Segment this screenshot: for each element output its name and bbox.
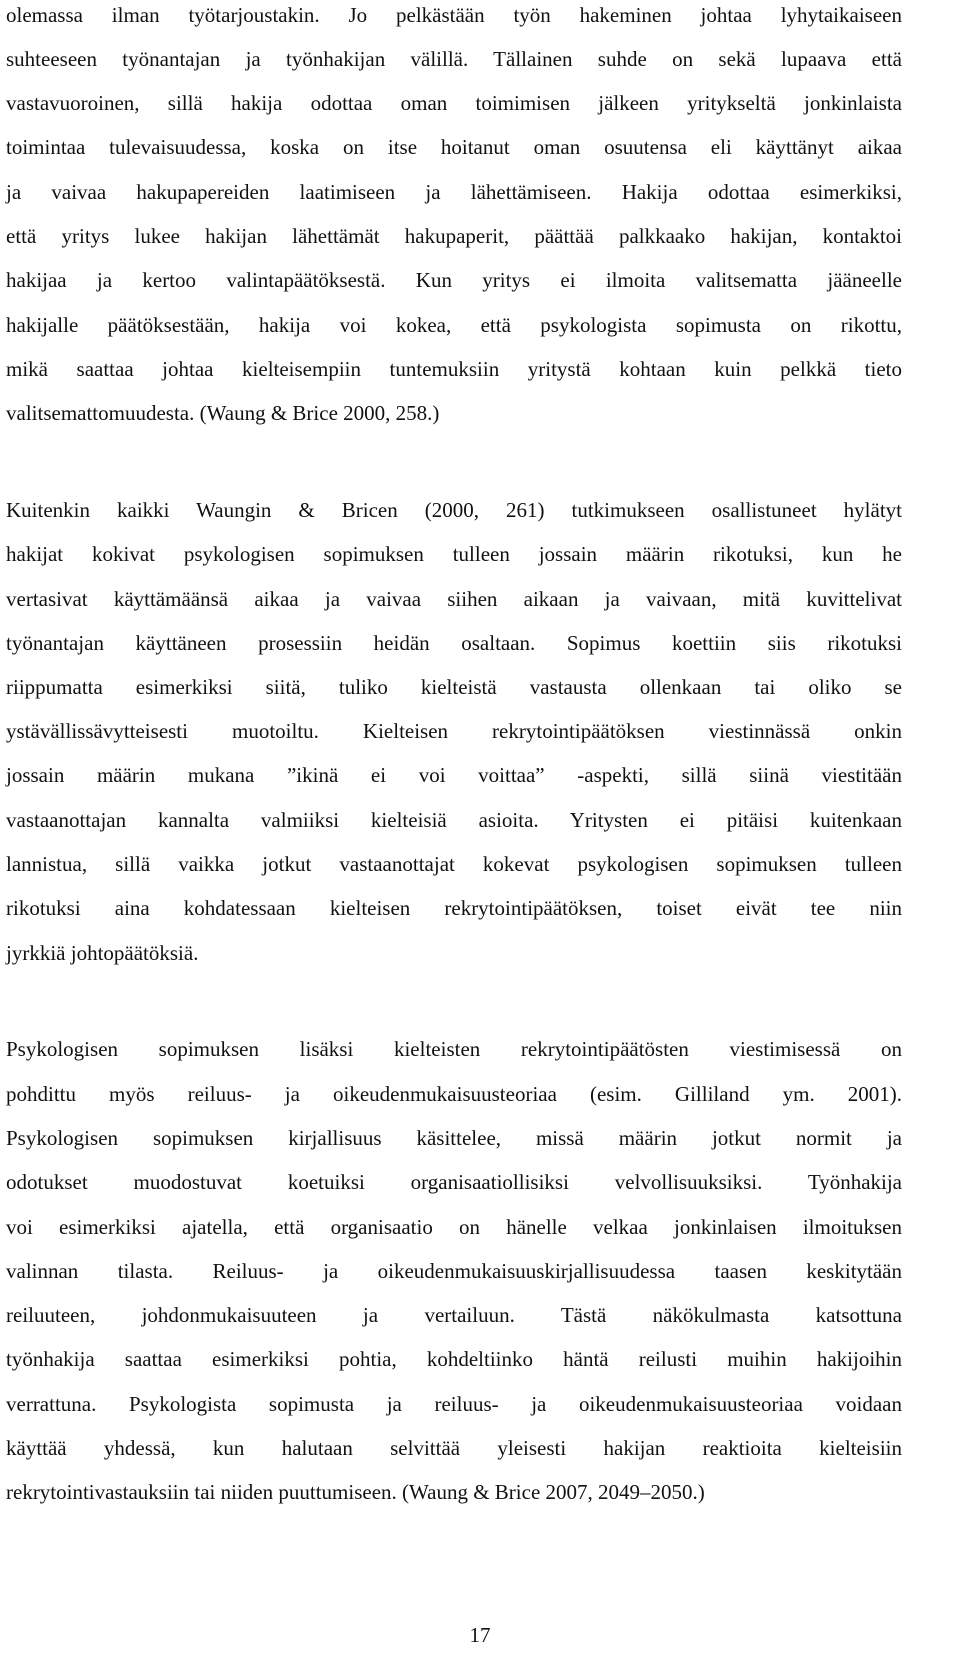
text-line: jossain määrin mukana ”ikinä ei voi voittaa” -aspekti, sillä siinä viestitään <box>6 763 902 787</box>
page-number: 17 <box>469 1623 491 1647</box>
text-line: hakijat kokivat psykologisen sopimuksen tulleen jossain määrin rikotuksi, kun he <box>6 542 902 566</box>
text-line: mikä saattaa johtaa kielteisempiin tuntemuksiin yritystä kohtaan kuin pelkkä tieto <box>6 357 902 381</box>
text-line: työnantajan käyttäneen prosessiin heidän osaltaan. Sopimus koettiin siis rikotuksi <box>6 631 902 655</box>
text-line: työnhakija saattaa esimerkiksi pohtia, kohdeltiinko häntä reilusti muihin hakijoihin <box>6 1347 902 1371</box>
text-line: suhteeseen työnantajan ja työnhakijan välillä. Tällainen suhde on sekä lupaava että <box>6 47 902 71</box>
text-line: verrattuna. Psykologista sopimusta ja reiluus- ja oikeudenmukaisuusteoriaa voidaan <box>6 1392 902 1416</box>
text-line: että yritys lukee hakijan lähettämät hakupaperit, päättää palkkaako hakijan, kontaktoi <box>6 224 902 248</box>
text-line: ystävällissävytteisesti muotoiltu. Kielteisen rekrytointipäätöksen viestinnässä onkin <box>6 719 902 743</box>
text-line: hakijaa ja kertoo valintapäätöksestä. Kun yritys ei ilmoita valitsematta jääneelle <box>6 268 902 292</box>
text-line: riippumatta esimerkiksi siitä, tuliko kielteistä vastausta ollenkaan tai oliko se <box>6 675 902 699</box>
text-line: rikotuksi aina kohdatessaan kielteisen rekrytointipäätöksen, toiset eivät tee niin <box>6 896 902 920</box>
text-line: Psykologisen sopimuksen kirjallisuus käsittelee, missä määrin jotkut normit ja <box>6 1126 902 1150</box>
text-line: Kuitenkin kaikki Waungin & Bricen (2000, 261) tutkimukseen osallistuneet hylätyt <box>6 498 902 522</box>
text-line: ja vaivaa hakupapereiden laatimiseen ja lähettämiseen. Hakija odottaa esimerkiksi, <box>6 180 902 204</box>
text-line: valitsemattomuudesta. (Waung & Brice 2000, 258.) <box>6 401 440 425</box>
text-line: voi esimerkiksi ajatella, että organisaatio on hänelle velkaa jonkinlaisen ilmoituksen <box>6 1215 902 1239</box>
text-line: valinnan tilasta. Reiluus- ja oikeudenmukaisuuskirjallisuudessa taasen keskitytään <box>6 1259 902 1283</box>
text-line: Psykologisen sopimuksen lisäksi kielteisten rekrytointipäätösten viestimisessä on <box>6 1037 902 1061</box>
text-line: jyrkkiä johtopäätöksiä. <box>6 941 199 965</box>
text-line: reiluuteen, johdonmukaisuuteen ja vertailuun. Tästä näkökulmasta katsottuna <box>6 1303 902 1327</box>
text-line: lannistua, sillä vaikka jotkut vastaanottajat kokevat psykologisen sopimuksen tulleen <box>6 852 902 876</box>
text-line: pohdittu myös reiluus- ja oikeudenmukaisuusteoriaa (esim. Gilliland ym. 2001). <box>6 1082 902 1106</box>
text-line: vastavuoroinen, sillä hakija odottaa oman toimimisen jälkeen yritykseltä jonkinlaista <box>6 91 902 115</box>
text-line: hakijalle päätöksestään, hakija voi kokea, että psykologista sopimusta on rikottu, <box>6 313 902 337</box>
text-line: käyttää yhdessä, kun halutaan selvittää yleisesti hakijan reaktioita kielteisiin <box>6 1436 902 1460</box>
text-line: toimintaa tulevaisuudessa, koska on itse hoitanut oman osuutensa eli käyttänyt aikaa <box>6 135 902 159</box>
text-line: odotukset muodostuvat koetuiksi organisaatiollisiksi velvollisuuksiksi. Työnhakija <box>6 1170 902 1194</box>
text-line: rekrytointivastauksiin tai niiden puuttumiseen. (Waung & Brice 2007, 2049–2050.) <box>6 1480 705 1504</box>
text-line: vertasivat käyttämäänsä aikaa ja vaivaa siihen aikaan ja vaivaan, mitä kuvittelivat <box>6 587 902 611</box>
text-line: olemassa ilman työtarjoustakin. Jo pelkästään työn hakeminen johtaa lyhytaikaiseen <box>6 3 902 27</box>
text-line: vastaanottajan kannalta valmiiksi kielteisiä asioita. Yritysten ei pitäisi kuitenkaan <box>6 808 902 832</box>
